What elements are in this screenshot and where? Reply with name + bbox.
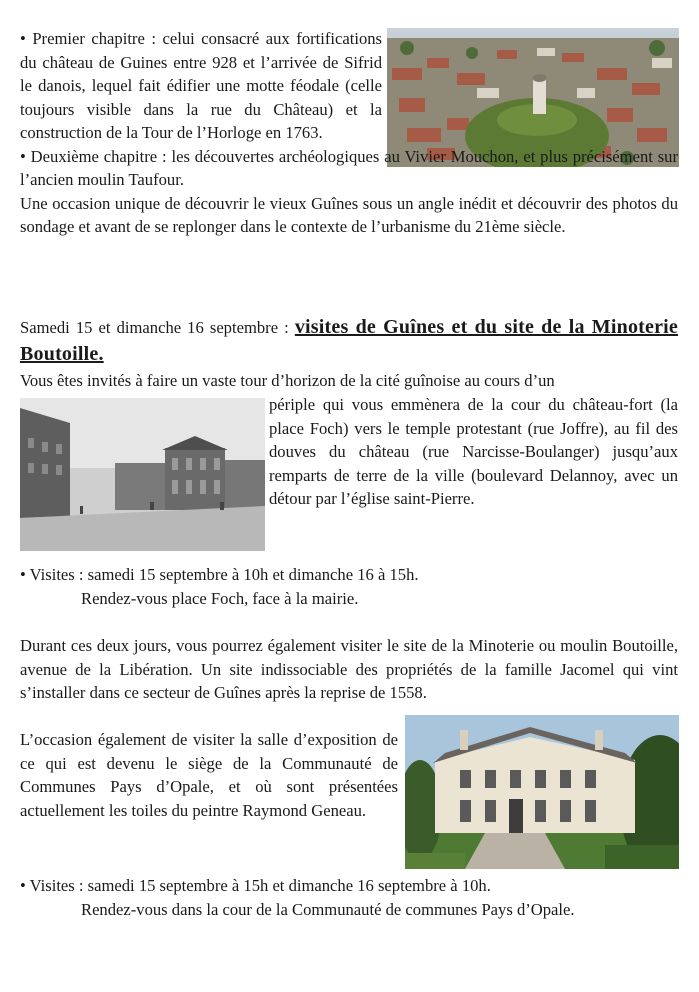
occasion-salle-text: L’occasion également de visiter la salle d’exposition de ce qui est devenu le siège de la Communauté de Communes Pays d’Opale, et où sont présentées actuellement les toiles du peintre Raymond Geneau. (20, 730, 398, 820)
intro-first-line: Vous êtes invités à faire un vaste tour d’horizon de la cité guînoise au cours d’un (20, 371, 555, 390)
occasion-text: Une occasion unique de découvrir le vieux Guînes sous un angle inédit et découvrir des photos du sondage et avant de se replonger dans le contexte de l’urbanisme du 21ème siècle. (20, 193, 678, 236)
section-2-heading (20, 314, 678, 368)
date-prefix: Samedi 15 et dimanche 16 septembre : (20, 318, 295, 337)
intro-wrapped-text: périple qui vous emmènera de la cour du château-fort (la place Foch) vers le temple protestant (rue Joffre), au fil des douves du château (rue Narcisse-Boulanger) jusqu’aux remparts de terre de la ville (boulevard Delannoy, avec un détour par l’église saint-Pierre. (269, 395, 678, 508)
section-3-visits (20, 874, 678, 921)
postcard-photo (20, 398, 265, 551)
section-2-title: visites de Guînes et du site de la Minoterie Boutoille. (20, 316, 678, 365)
manor-photo (405, 715, 679, 869)
rdv-communaute: Rendez-vous dans la cour de la Communauté de communes Pays d’Opale. (81, 899, 575, 919)
section-2-intro-wrap (269, 393, 678, 511)
visits-schedule-1: • Visites : samedi 15 septembre à 10h et dimanche 16 à 15h. (20, 565, 419, 584)
section-2-intro-line (20, 369, 678, 393)
section-3-intro (20, 634, 678, 705)
visits-schedule-2: • Visites : samedi 15 septembre à 15h et dimanche 16 septembre à 10h. (20, 876, 491, 895)
section-2-visits (20, 563, 678, 610)
minoterie-text: Durant ces deux jours, vous pourrez également visiter le site de la Minoterie ou moulin Boutoille, avenue de la Libération. Un site indissociable des propriétés de la famille Jacomel qui vint s’installer dans ce secteur de Guînes après la reprise de 1558. (20, 636, 678, 702)
section-3-occasion (20, 728, 398, 822)
rdv-place-foch: Rendez-vous place Foch, face à la mairie. (81, 588, 359, 608)
bullet-premier-chapitre: • Premier chapitre : celui consacré aux fortifications du château de Guines entre 928 et l’arrivée de Sifrid le danois, lequel fait édifier une motte féodale (celle toujours visible dans la rue du Château) et la construction de la Tour de l’Horloge en 1763. (20, 29, 382, 142)
section-1-text (20, 27, 678, 239)
bullet-deuxieme-chapitre: • Deuxième chapitre : les découvertes archéologiques au Vivier Mouchon, et plus précisément sur l’ancien moulin Taufour. (20, 146, 678, 189)
